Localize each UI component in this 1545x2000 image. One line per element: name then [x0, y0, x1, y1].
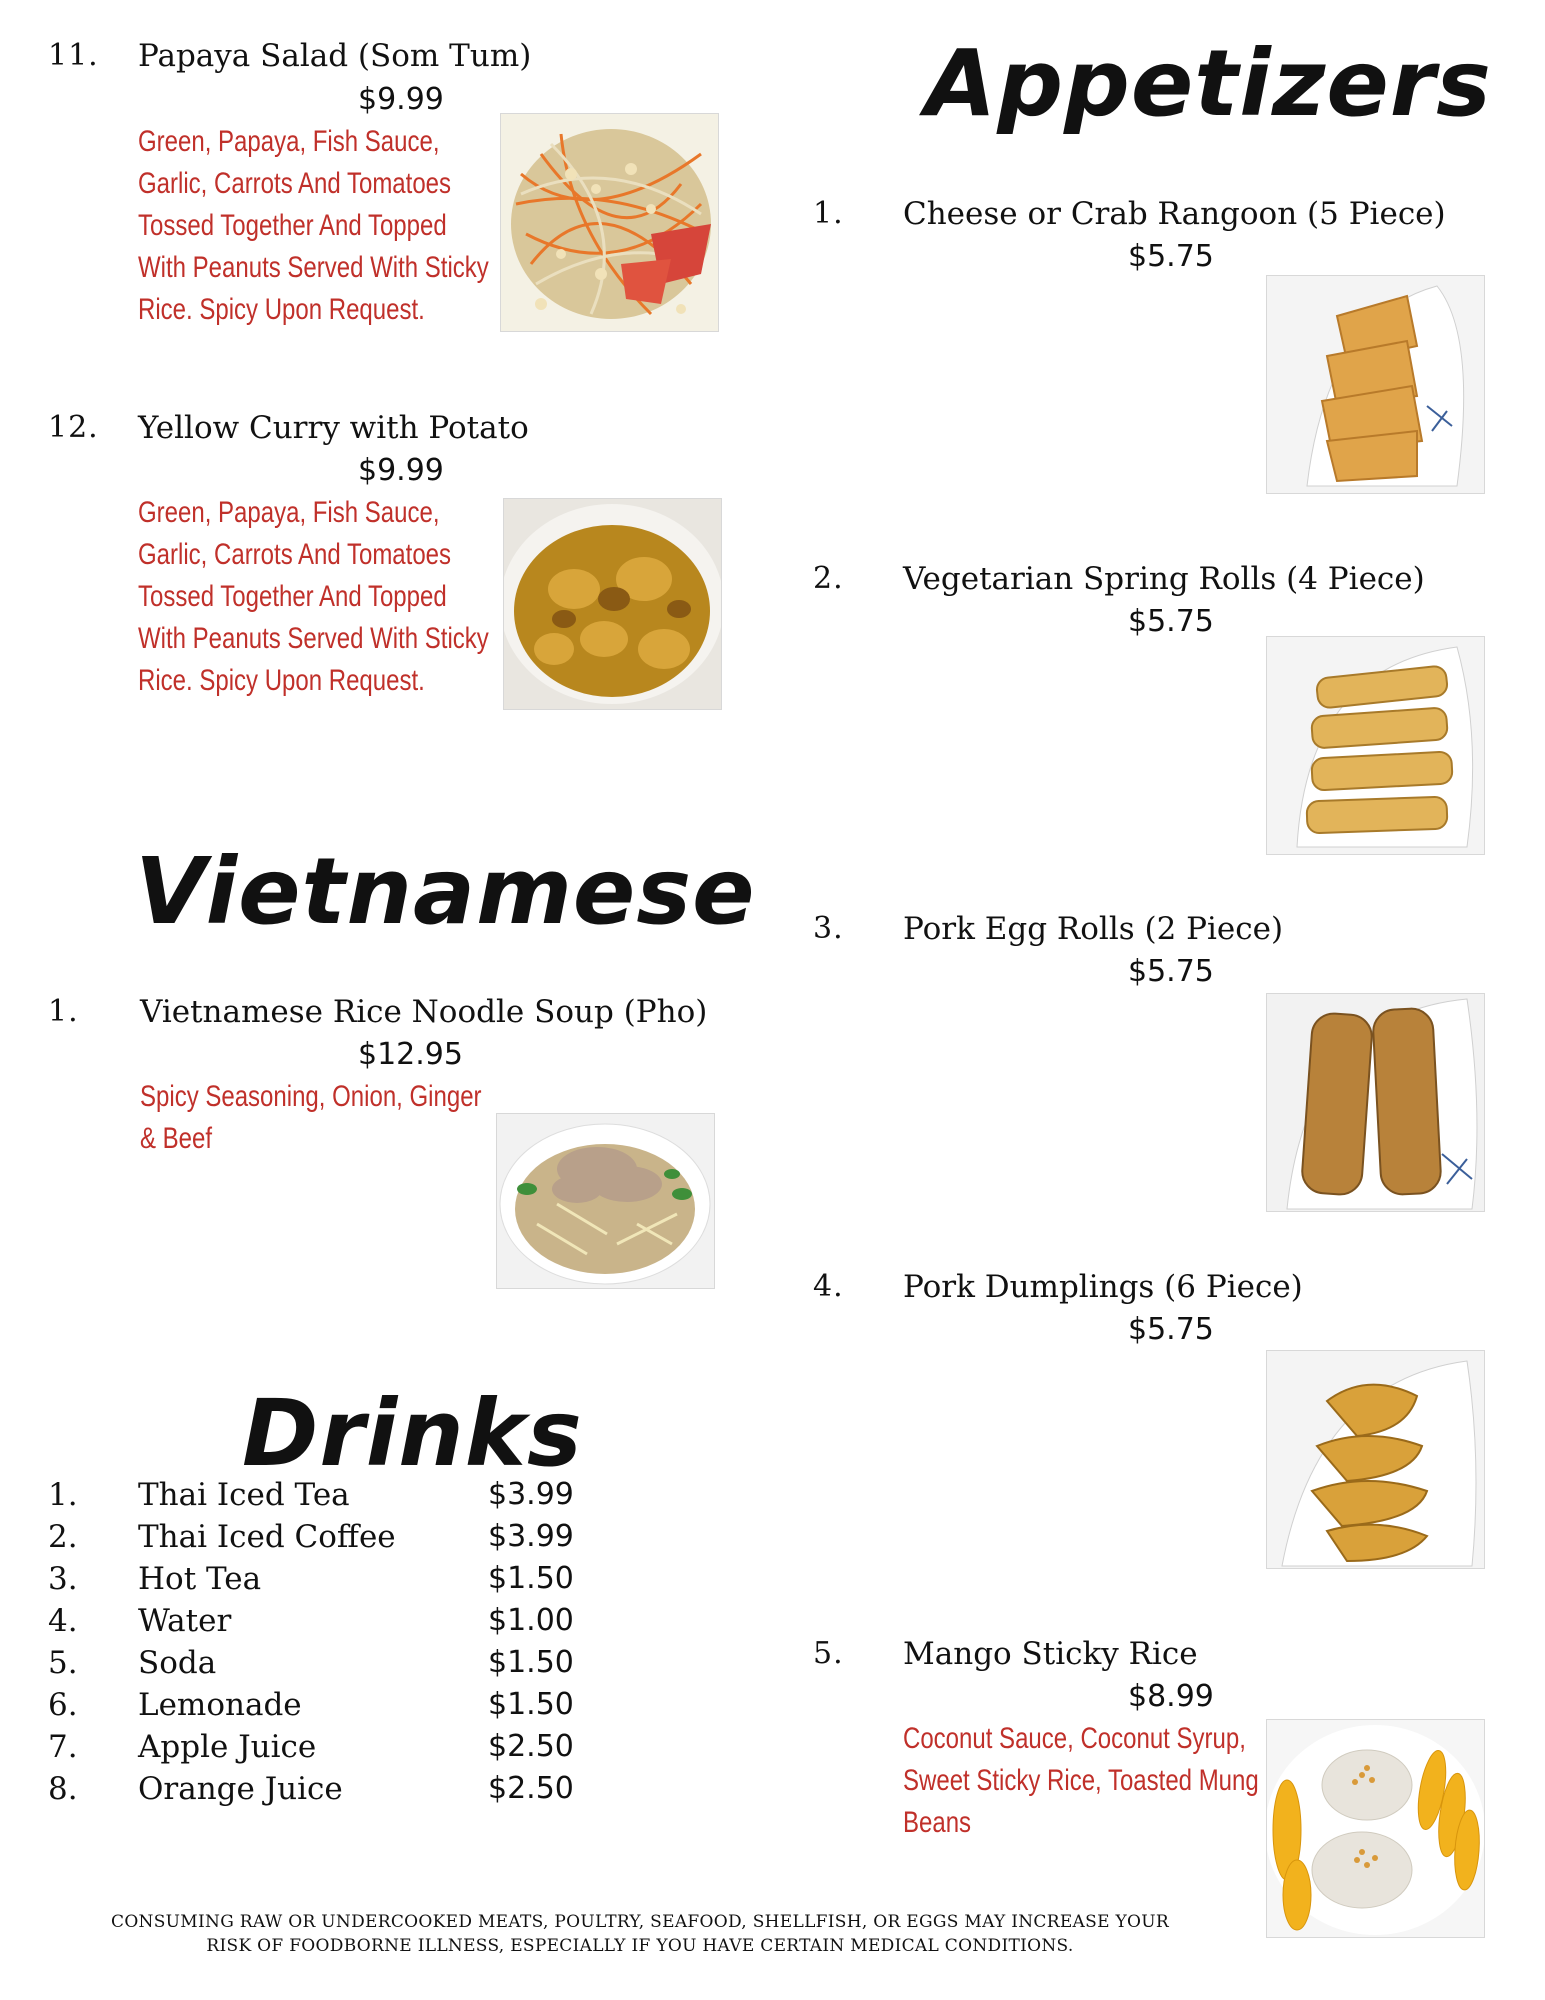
item-name: Vietnamese Rice Noodle Soup (Pho) — [140, 994, 708, 1030]
menu-item-egg-rolls — [800, 905, 1500, 1215]
item-name: Cheese or Crab Rangoon (5 Piece) — [903, 196, 1446, 232]
menu-item-dumplings — [800, 1263, 1500, 1573]
item-name: Pork Dumplings (6 Piece) — [903, 1269, 1303, 1305]
menu-item-yellow-curry — [0, 400, 760, 720]
pho-photo — [496, 1113, 715, 1289]
item-number: 5. — [813, 1636, 844, 1671]
menu-item-papaya-salad — [0, 0, 760, 340]
item-number: 1. — [48, 994, 79, 1029]
list-item: 6. Lemonade $1.50 — [48, 1687, 574, 1723]
mango-sticky-rice-photo — [1266, 1719, 1485, 1938]
egg-rolls-photo — [1266, 993, 1485, 1212]
list-item: 7. Apple Juice $2.50 — [48, 1729, 574, 1765]
item-name: Pork Egg Rolls (2 Piece) — [903, 911, 1284, 947]
item-price: $9.99 — [358, 82, 444, 117]
list-item: 1. Thai Iced Tea $3.99 — [48, 1477, 574, 1513]
menu-item-pho — [0, 990, 760, 1290]
item-number: 2. — [813, 561, 844, 596]
crab-rangoon-photo — [1266, 275, 1485, 494]
item-name: Vegetarian Spring Rolls (4 Piece) — [903, 561, 1425, 597]
item-name: Mango Sticky Rice — [903, 1636, 1198, 1672]
yellow-curry-photo — [503, 498, 722, 710]
item-price: $9.99 — [358, 453, 444, 488]
item-number: 11. — [48, 38, 99, 73]
menu-item-crab-rangoon — [800, 190, 1500, 500]
item-description: Coconut Sauce, Coconut Syrup, Sweet Sticky Rice, Toasted Mung Beans — [903, 1722, 1259, 1839]
item-description: Spicy Seasoning, Onion, Ginger & Beef — [140, 1080, 482, 1155]
list-item: 4. Water $1.00 — [48, 1603, 574, 1639]
list-item: 2. Thai Iced Coffee $3.99 — [48, 1519, 574, 1555]
dumplings-photo — [1266, 1350, 1485, 1569]
papaya-salad-photo — [500, 113, 719, 332]
item-description: Green, Papaya, Fish Sauce, Garlic, Carrots And Tomatoes Tossed Together And Topped With Peanuts Served With Sticky Rice. Spicy Upon Request. — [138, 125, 489, 326]
menu-item-mango-sticky-rice — [800, 1630, 1520, 1930]
item-number: 4. — [813, 1269, 844, 1304]
item-price: $5.75 — [1128, 604, 1214, 639]
item-description: Green, Papaya, Fish Sauce, Garlic, Carrots And Tomatoes Tossed Together And Topped With Peanuts Served With Sticky Rice. Spicy Upon Request. — [138, 496, 489, 697]
item-name: Papaya Salad (Som Tum) — [138, 38, 532, 74]
item-name: Yellow Curry with Potato — [138, 410, 529, 446]
item-price: $12.95 — [358, 1037, 463, 1072]
drinks-heading: Drinks — [242, 1380, 583, 1487]
vietnamese-heading: Vietnamese — [135, 838, 756, 945]
item-number: 12. — [48, 410, 99, 445]
item-price: $8.99 — [1128, 1679, 1214, 1714]
list-item: 5. Soda $1.50 — [48, 1645, 574, 1681]
item-price: $5.75 — [1128, 239, 1214, 274]
spring-rolls-photo — [1266, 636, 1485, 855]
appetizers-heading: Appetizers — [925, 30, 1492, 137]
list-item: 3. Hot Tea $1.50 — [48, 1561, 574, 1597]
drinks-list — [48, 1477, 628, 1817]
list-item: 8. Orange Juice $2.50 — [48, 1771, 574, 1807]
item-price: $5.75 — [1128, 1312, 1214, 1347]
item-number: 3. — [813, 911, 844, 946]
menu-item-spring-rolls — [800, 555, 1500, 865]
item-number: 1. — [813, 196, 844, 231]
item-price: $5.75 — [1128, 954, 1214, 989]
food-safety-disclaimer: CONSUMING RAW OR UNDERCOOKED MEATS, POULTRY, SEAFOOD, SHELLFISH, OR EGGS MAY INCREASE YOUR RISK OF FOODBORNE ILLNESS, ESPECIALLY IF YOU HAVE CERTAIN MEDICAL CONDITIONS. — [111, 1912, 1169, 1956]
